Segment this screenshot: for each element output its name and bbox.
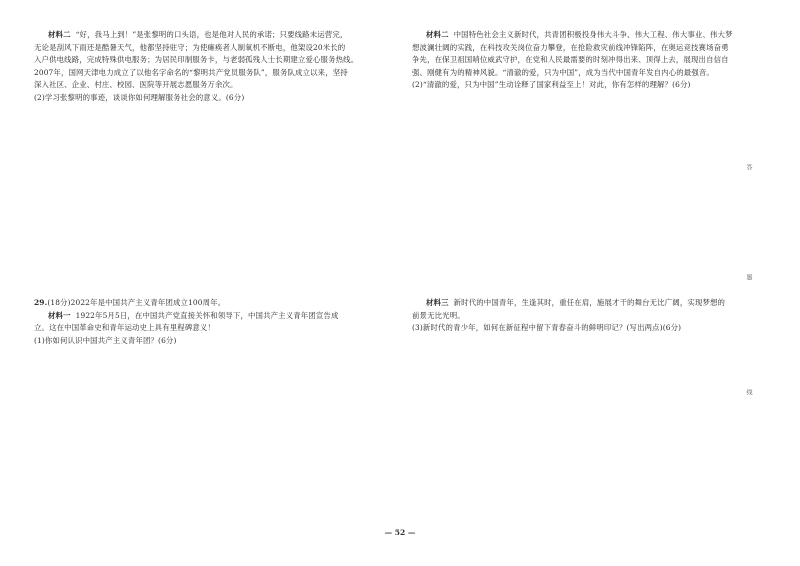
page-number: — 52 — [384,528,416,537]
material-3-line-1: 材料三 新时代的中国青年，生逢其时，重任在肩，施展才干的舞台无比广阔，实现梦想的 [426,298,726,307]
material-line: 2007年，国网天津电力成立了以他名字命名的“黎明共产党员服务队”，服务队成立以来，坚持 [34,67,348,77]
material-label: 材料一 [48,310,71,320]
material-line: 想波澜壮阔的实践，在科技攻关岗位奋力攀登，在抢险救灾前线冲锋陷阵，在奥运竞技赛场奋勇 [412,42,729,52]
material-line: 深入社区、企业、村庄、校园、医院等开展志愿服务万余次。 [34,80,238,90]
question-29-header: 29.(18分)2022年是中国共产主义青年团成立100周年。 [34,298,226,307]
left-bottom-block [34,297,380,347]
material-1-line-1: 材料一 1922年5月5日，在中国共产党直接关怀和领导下，中国共产主义青年团宣告成 [48,310,339,320]
material-line: 入户供电线路，完成特殊供电服务；为居民印制服务卡，与老弱孤残人士长期建立爱心服务热线。 [34,55,359,65]
margin-mark-3: 线 [745,389,752,395]
right-top-block [412,29,750,92]
left-top-block [34,29,380,105]
margin-mark-2: 题 [745,274,752,280]
material-line: 强、刚健有为的精神风貌。“清澈的爱，只为中国”，成为当代中国青年发自内心的最强音。 [412,67,714,77]
material-2-left-line-1: 材料二 “好，我马上到！”是张黎明的口头语，也是他对人民的承诺；只要线路未运营完， [48,30,348,39]
material-line: 无论是刮风下雨还是酷暑天气，他都坚持驻守；为使瘫痪者人制氧机不断电，他架设20米长的 [34,42,346,52]
material-label: 材料二 [48,30,71,39]
question-3: (3)新时代的青少年，如何在新征程中留下青春奋斗的鲜明印记？(写出两点)(6分) [412,323,682,333]
question-number: 29. [34,298,48,307]
material-line: 立。这在中国革命史和青年运动史上具有里程碑意义！ [34,323,215,333]
question-2-left: (2)学习张黎明的事迹，谈谈你如何理解服务社会的意义。(6分) [34,92,245,102]
material-2-right-line-1: 材料二 中国特色社会主义新时代，共青团积极投身伟大斗争、伟大工程、伟大事业、伟大梦 [426,30,733,39]
margin-mark-1: 答 [745,164,752,170]
question-1: (1)你如何认识中国共产主义青年团？(6分) [34,335,177,345]
question-2-right: (2)“清澈的爱，只为中国”生动诠释了国家利益至上！对此，你有怎样的理解？(6分) [412,80,691,90]
material-line: 前景无比光明。 [412,310,465,320]
right-bottom-block [412,297,750,335]
material-label: 材料二 [426,30,449,39]
material-line: 争先，在保卫祖国哨位威武守护，在党和人民最需要的时刻冲得出来、顶得上去，展现出自信自 [412,55,729,65]
material-label: 材料三 [426,298,449,307]
